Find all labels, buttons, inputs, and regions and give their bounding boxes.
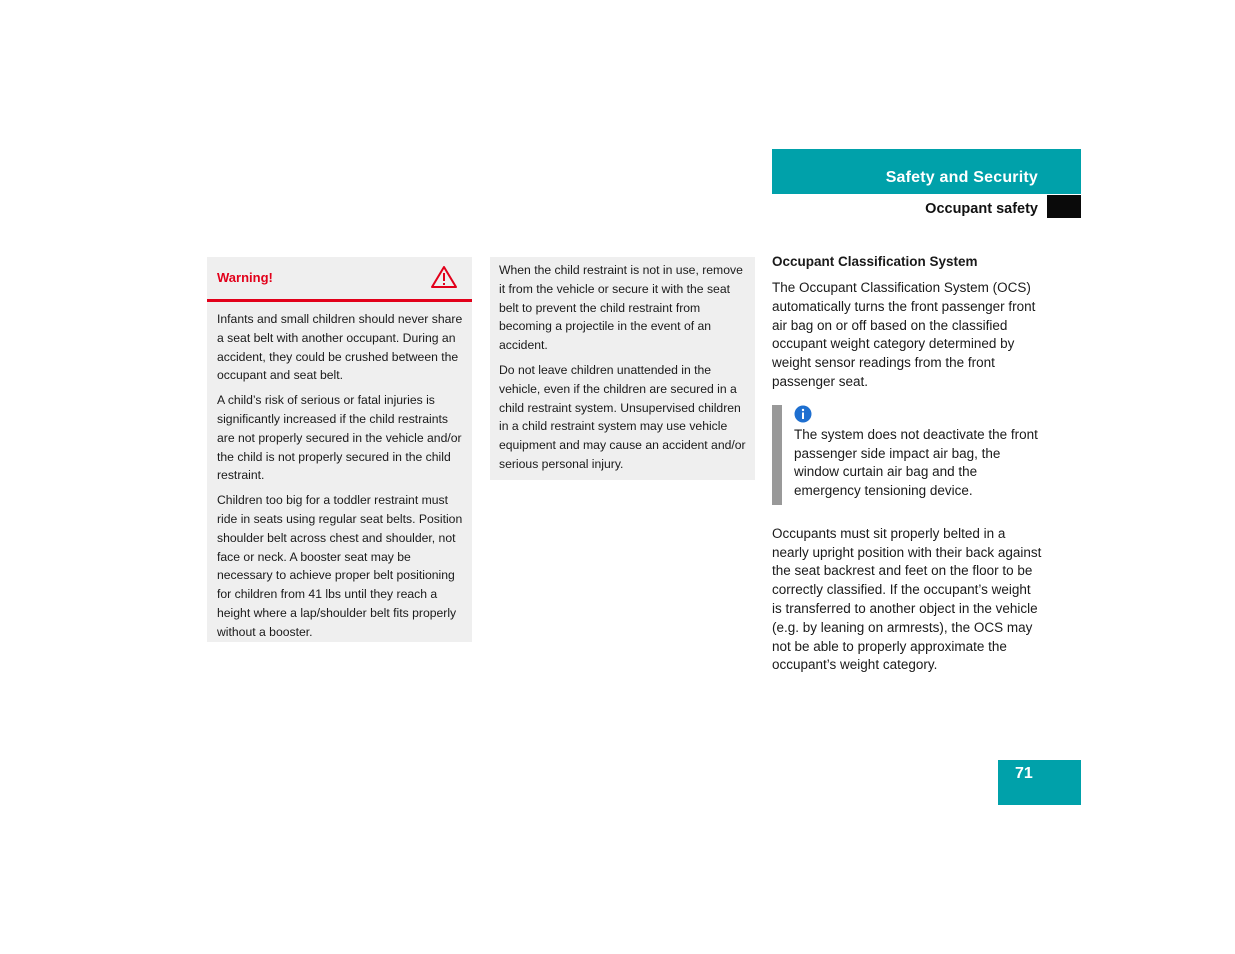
ocs-heading: Occupant Classification System	[772, 254, 978, 269]
note-bar	[772, 405, 782, 505]
warning-box	[207, 257, 472, 642]
warning-title: Warning!	[217, 270, 273, 285]
warning-paragraph: Children too big for a toddler restraint must ride in seats using regular seat belts. Position shoulder belt across chest and shoulder, not face or neck. A booster seat may be necessary to achieve proper belt positioning for children from 41 lbs until they reach a height where a lap/shoulder belt fits properly without a booster.	[217, 493, 463, 639]
page-number: 71	[1015, 765, 1033, 782]
info-icon	[794, 405, 812, 423]
warning-body	[207, 302, 472, 642]
warning-continued-paragraph: Do not leave children unattended in the vehicle, even if the children are secured in a child restraint system. Unsupervised children in a child restraint system may use vehicle equipment and may cause an accident and/or serious personal injury.	[499, 362, 746, 471]
chapter-header	[772, 149, 1081, 194]
ocs-intro: The Occupant Classification System (OCS) automatically turns the front passenger front air bag on or off based on the classified occupant weight category determined by weight sensor readings from the front passenger seat.	[772, 280, 1036, 389]
warning-continued-paragraph: When the child restraint is not in use, remove it from the vehicle or secure it with the seat belt to prevent the child restraint from becoming a projectile in the event of an accident.	[499, 263, 743, 353]
warning-paragraph: Infants and small children should never share a seat belt with another occupant. During an accident, they could be crushed between the occupant and seat belt.	[217, 312, 463, 383]
warning-paragraph: A child’s risk of serious or fatal injuries is significantly increased if the child restraints are not properly secured in the vehicle and/or the child is not properly secured in the child restraint.	[217, 393, 462, 483]
section-marker	[1047, 195, 1081, 218]
main-column	[772, 253, 1042, 675]
ocs-body: Occupants must sit properly belted in a nearly upright position with their back against the seat backrest and feet on the floor to be correctly classified. If the occupant’s weight is transferred to another object in the vehicle (e.g. by leaning on armrests), the OCS may not be able to properly approximate the occupant’s weight category.	[772, 525, 1042, 673]
warning-triangle-icon	[430, 265, 458, 289]
warning-continued-box	[490, 257, 755, 480]
section-title: Occupant safety	[925, 201, 1038, 217]
warning-header	[207, 257, 472, 302]
page-number-tab	[998, 760, 1081, 805]
chapter-title: Safety and Security	[885, 169, 1038, 186]
info-note	[772, 405, 1042, 505]
info-note-text: The system does not deactivate the front passenger side impact air bag, the window curtain air bag and the emergency tensioning device.	[794, 426, 1038, 499]
